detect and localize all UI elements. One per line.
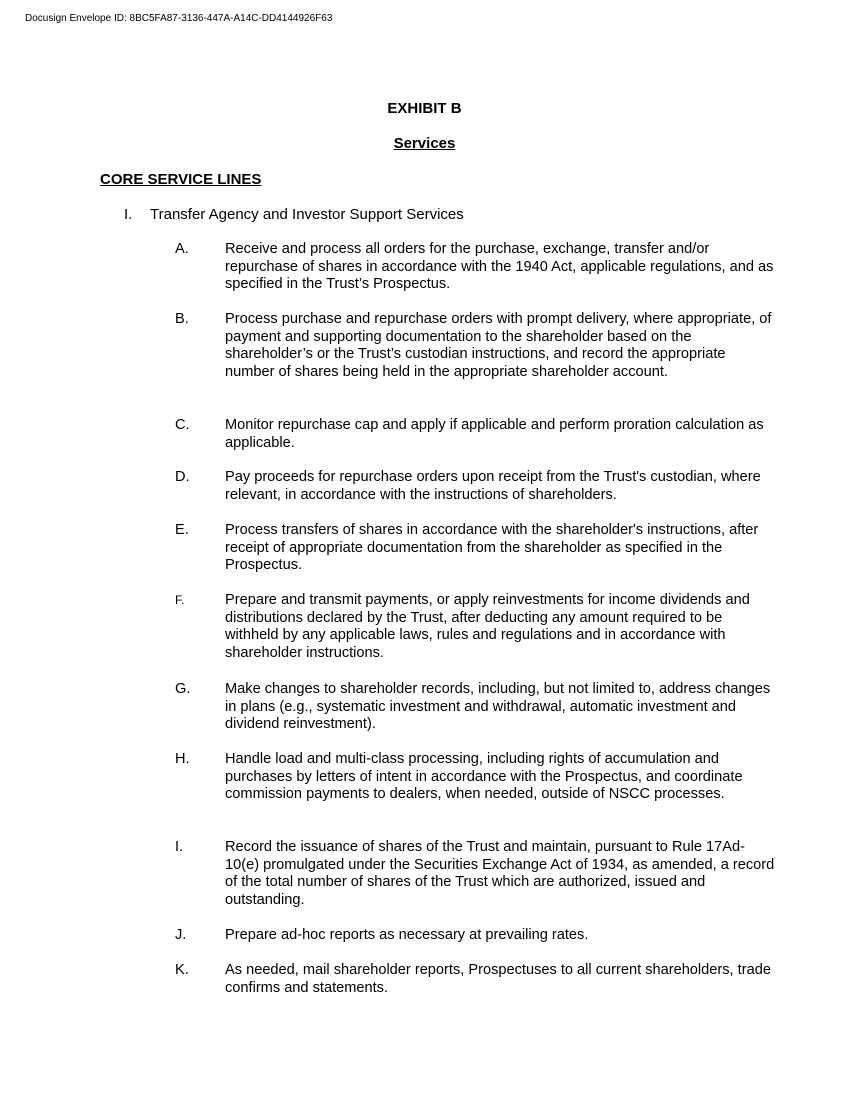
section-heading: CORE SERVICE LINES [100, 171, 262, 188]
item-letter: K. [175, 962, 189, 978]
item-letter: C. [175, 417, 190, 433]
list-item [175, 839, 775, 909]
list-item [175, 592, 775, 662]
item-text: Prepare and transmit payments, or apply reinvestments for income dividends and distributions declared by the Trust, after deducting any amount required to be withheld by any applicable laws, rules and regulations and in accordance with shareholder instructions. [225, 592, 750, 661]
item-letter: G. [175, 681, 191, 697]
envelope-id: Docusign Envelope ID: 8BC5FA87-3136-447A-A14C-DD4144926F63 [25, 13, 333, 24]
list-item [175, 522, 775, 575]
services-title: Services [393, 135, 456, 152]
list-item [175, 962, 775, 997]
item-text: As needed, mail shareholder reports, Prospectuses to all current shareholders, trade confirms and statements. [225, 962, 771, 996]
item-text: Handle load and multi-class processing, including rights of accumulation and purchases by letters of intent in accordance with the Prospectus, and coordinate commission payments to dealers, when needed, outside of NSCC processes. [225, 751, 743, 803]
list-item [175, 469, 775, 504]
item-text: Receive and process all orders for the purchase, exchange, transfer and/or repurchase of shares in accordance with the 1940 Act, applicable regulations, and as specified in the Trust’s Prospectus. [225, 241, 774, 293]
list-item [175, 311, 775, 381]
item-text: Prepare ad-hoc reports as necessary at prevailing rates. [225, 927, 589, 943]
item-text: Record the issuance of shares of the Trust and maintain, pursuant to Rule 17Ad-10(e) promulgated under the Securities Exchange Act of 1934, as amended, a record of the total number of shares of the Trust which are authorized, issued and outstanding. [225, 839, 775, 908]
exhibit-title: EXHIBIT B [387, 100, 462, 117]
item-text: Pay proceeds for repurchase orders upon receipt from the Trust's custodian, where relevant, in accordance with the instructions of shareholders. [225, 469, 761, 503]
item-letter: B. [175, 311, 189, 327]
roman-number: I. [124, 206, 133, 223]
item-letter: J. [175, 927, 187, 943]
item-letter: H. [175, 751, 190, 767]
roman-title: Transfer Agency and Investor Support Services [150, 206, 464, 223]
item-letter: D. [175, 469, 190, 485]
list-item [175, 417, 775, 452]
list-item [175, 751, 775, 804]
item-text: Process transfers of shares in accordance with the shareholder's instructions, after receipt of appropriate documentation from the shareholder as specified in the Prospectus. [225, 522, 759, 574]
list-item [175, 681, 775, 734]
item-letter: E. [175, 522, 189, 538]
item-text: Monitor repurchase cap and apply if applicable and perform proration calculation as applicable. [225, 417, 764, 451]
item-letter: A. [175, 241, 189, 257]
list-item [175, 927, 775, 945]
item-letter: F. [175, 593, 185, 607]
list-item [175, 241, 775, 294]
roman-item [124, 206, 464, 223]
item-text: Make changes to shareholder records, including, but not limited to, address changes in plans (e.g., systematic investment and withdrawal, automatic investment and dividend reinvestment). [225, 681, 771, 733]
item-text: Process purchase and repurchase orders with prompt delivery, where appropriate, of payment and supporting documentation to the shareholder based on the shareholder’s or the Trust’s custodian instructions, and record the appropriate number of shares being held in the appropriate shareholder account. [225, 311, 772, 380]
item-letter: I. [175, 839, 184, 855]
